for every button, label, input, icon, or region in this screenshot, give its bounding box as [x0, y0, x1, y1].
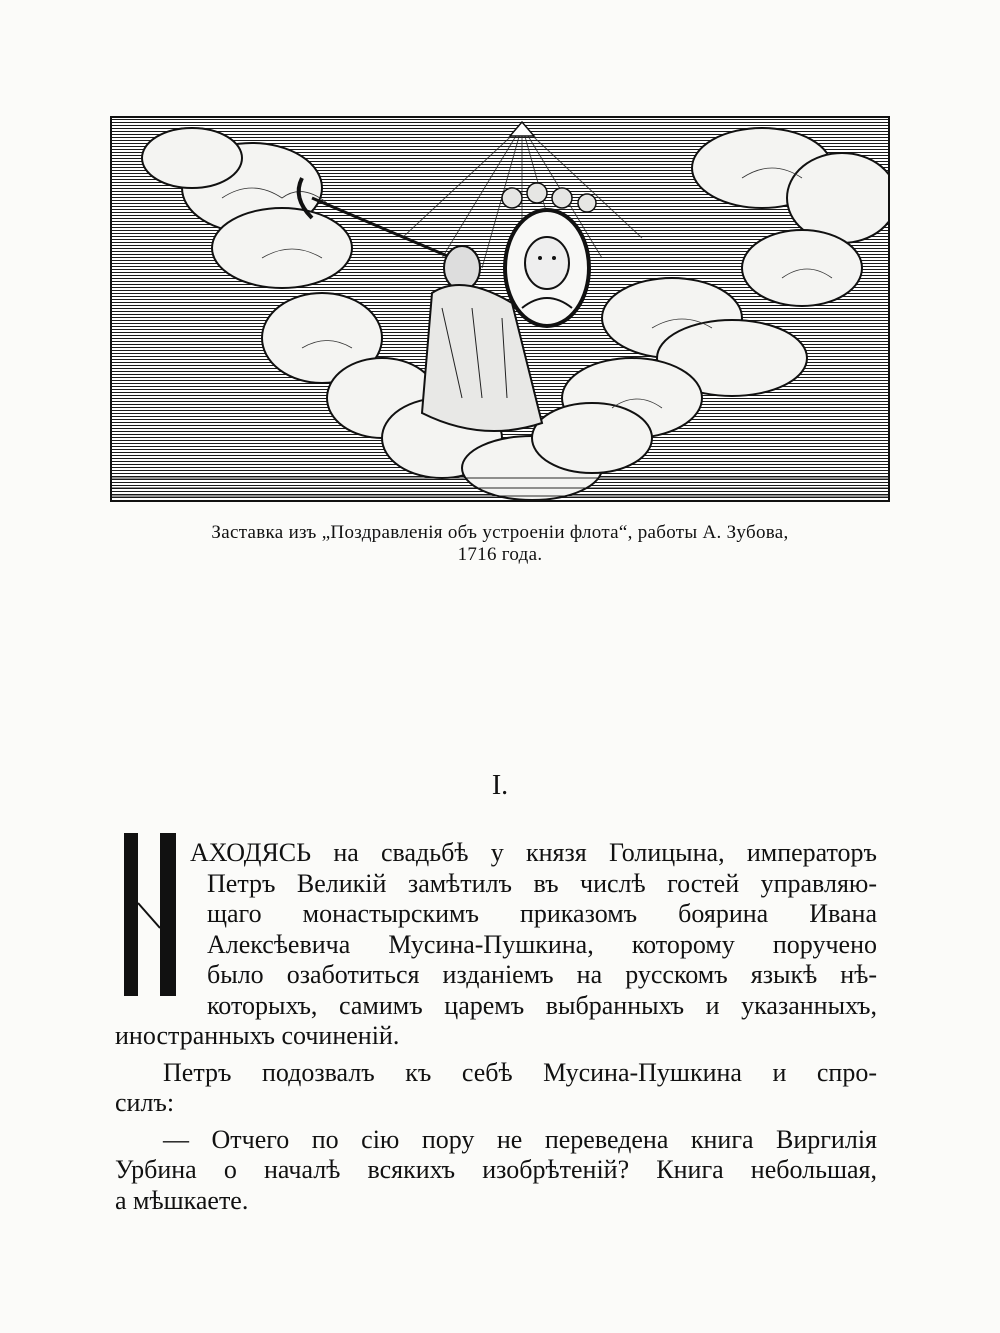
- text-line-6: которыхъ, самимъ царемъ выбранныхъ и указанныхъ,: [207, 990, 877, 1020]
- text-line-2: Петръ Великій замѣтилъ въ числѣ гостей управляю-: [207, 868, 877, 898]
- text-line-3: щаго монастырскимъ приказомъ боярина Ивана: [207, 899, 877, 928]
- text-line-11: Урбина о началѣ всякихъ изобрѣтеній? Книга небольшая,: [115, 1155, 877, 1184]
- text-line-5: было озаботиться изданіемъ на русскомъ языкѣ нѣ-: [207, 960, 877, 989]
- body-text: [115, 838, 877, 1216]
- caption-line-1: Заставка изъ „Поздравленія объ устроеніи флота“, работы А. Зубова,: [211, 522, 789, 543]
- text-line-9: силъ:: [115, 1088, 175, 1117]
- text-line-12: а мѣшкаете.: [115, 1185, 249, 1215]
- chapter-number: I.: [491, 770, 509, 801]
- engraving-illustration: [110, 116, 890, 502]
- text-line-1: АХОДЯСЬ на свадьбѣ у князя Голицына, императоръ: [190, 838, 877, 867]
- eye-of-providence-icon: [510, 122, 534, 136]
- text-line-8: Петръ подозвалъ къ себѣ Мусина-Пушкина и спро-: [163, 1057, 877, 1087]
- text-line-7: иностранныхъ сочиненій.: [115, 1021, 400, 1050]
- portrait-medallion: [505, 210, 589, 326]
- engraving-picture: [112, 118, 890, 502]
- figure-caption: [120, 522, 880, 566]
- caption-line-2: 1716 года.: [457, 544, 543, 565]
- text-line-10: — Отчего по сію пору не переведена книга Виргилія: [163, 1124, 877, 1154]
- text-line-4: Алексѣевича Мусина-Пушкина, которому поручено: [207, 929, 877, 959]
